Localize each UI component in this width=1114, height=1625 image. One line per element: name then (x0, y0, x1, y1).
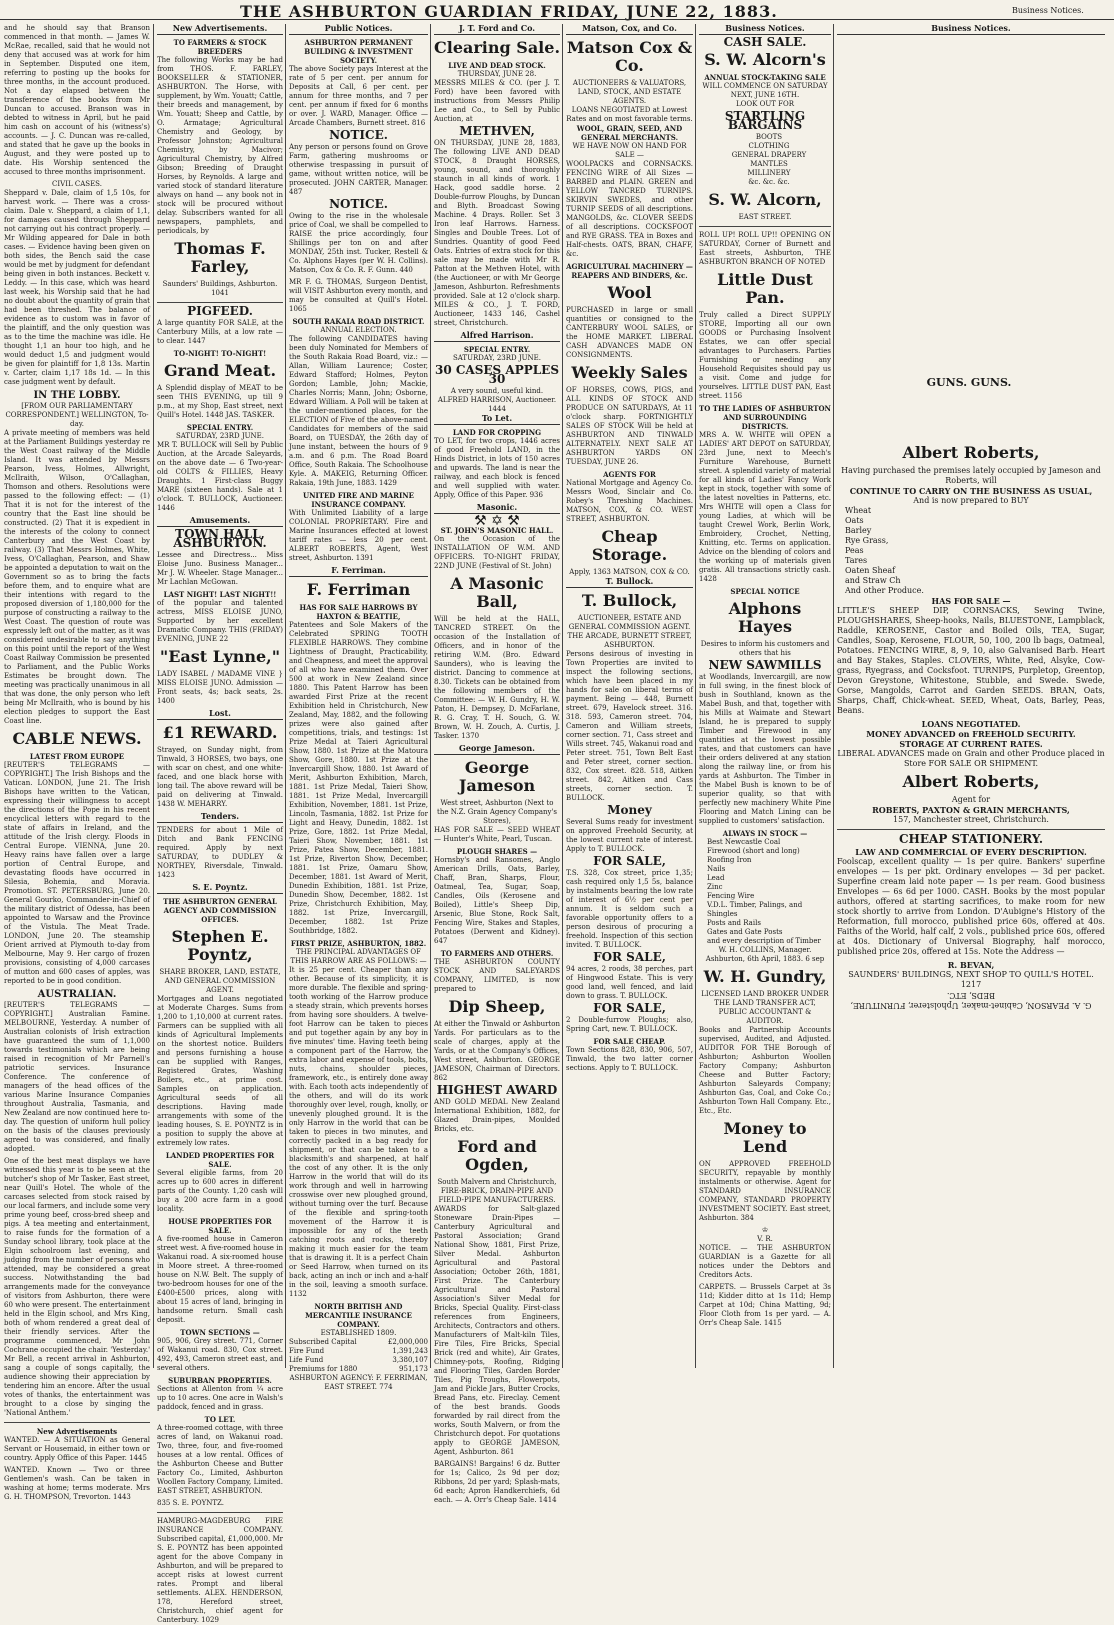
east-lynne-title: "East Lynne," (159, 647, 281, 666)
capital-label: Subscribed Capital (289, 1338, 357, 1346)
highest-award-heading: HIGHEST AWARD (436, 1083, 558, 1097)
ladies-heading: TO THE LADIES OF ASHBURTON AND SURROUNDING DISTRICTS. (699, 404, 831, 431)
alcorn-name: S. W. Alcorn's (704, 50, 826, 69)
bargain-item: CLOTHING (748, 142, 790, 150)
column-divider (153, 24, 154, 1368)
landed-text: Several eligible farms, from 20 acres up to 600 acres in different parts of the County. 1,20 cash will buy a 200 acre farm in a good locality. (157, 1169, 283, 1213)
union-insurance-text: With Unlimited Liability of a large COLONIAL PROPRIETARY. Fire and Marine Insurances effected at lowest tariff rates — less 20 per cent. ALBERT ROBERTS, Agent, West street, Ashburton. 1391 (289, 509, 428, 562)
house-text: A five-roomed house in Cameron street west. A five-roomed house in Wakanui road. A six-roomed house in Moore street. A three-roomed house on N.W. Belt. The supply of two-bedroom houses for one of the £400-£500 prices, along with about 15 acres of land, bringing in handsome return. Small cash deposit. (157, 1235, 283, 1324)
stock-item: Firewood (short and long) (707, 847, 800, 855)
divider (4, 1422, 150, 1423)
hayes-text: Desires to inform his customers and others that his (700, 640, 830, 657)
house-heading: HOUSE PROPERTIES FOR SALE. (168, 1217, 272, 1235)
reward-heading: £1 REWARD. (162, 723, 278, 742)
bargain-item: BOOTS (755, 133, 783, 141)
masonic-bar: Masonic. (434, 503, 560, 514)
reward-text: Strayed, on Sunday night, from Tinwald, 3 HORSES, two bays, one with scar on chest, and one white-faced, and one black horse with long tail. The above reward will be paid on delivering at Tinwald. 1438 W. MEHARRY. (157, 746, 283, 808)
australian-text: [REUTER'S TELEGRAMS — COPYRIGHT.] Australian Famine. MELBOURNE, Yesterday. A number of Australian colonists of Irish extraction have guaranteed the sum of 1,1,000 towards testimonials which are being raised in recognition of Mr Parnell's patriotic services. Insurance Conference. The conference of managers of the head offices of the various Marine Insurance Companies throughout Australia, Tasmania, and New Zealand are now continued here to-day. The question of uniform hull policy on the basis of the clauses previously agreed to was considered, and finally adopted. (4, 1001, 150, 1153)
alcorn-address: EAST STREET. (738, 213, 792, 221)
vr-mark: V. R. (757, 1235, 773, 1243)
masthead-rule (0, 19, 1114, 20)
for-sale-cheap-heading: FOR SALE CHEAP. (593, 1037, 666, 1046)
township-heading: TOWN SECTIONS — (180, 1328, 260, 1337)
grain-item: Tares (845, 556, 868, 565)
column-divider (562, 24, 563, 1368)
stock-item: Best Newcastle Coal (707, 838, 781, 846)
apples-heading: 30 CASES APPLES 30 (434, 363, 559, 386)
dust-pan-text: Truly called a Direct SUPPLY STORE, Importing all our own GOODS or Purchasing Insolvent Estates, we can offer special advantages to Purchasers. Parties Furnishing or needing any Household Requisites should pay us a visit. Come and judge for yourselves. LITTLE DUST PAN, East street. 1156 (699, 311, 831, 400)
pigfeed-heading: PIGFEED. (187, 304, 253, 318)
court-report: and he should say that Branson commenced in that month. — James W. McRae, recalled, said that he would not deny that accused was at work for him in September. Disputed one item, referring to posting up the books for three months, in the account produced. Not a day elapsed between the transference of the books from Mr Duncan to accused. Branson was in debted to witness in April, but he paid him cash on account of his (witness's) accounts. — J. C. Duncan was re-called, and stated that he gave up the books in August, and they were posted up to date. His Worship sentenced the accused to three months imprisonment. (4, 24, 150, 176)
alcorn-name-2: S. W. Alcorn, (708, 190, 822, 209)
special-entry-date: SATURDAY, 23RD JUNE. (452, 354, 542, 362)
poyntz-signature: 835 S. E. POYNTZ. (157, 1499, 224, 1507)
sawmills-heading: NEW SAWMILLS (708, 658, 822, 672)
guns-heading: GUNS. GUNS. (926, 376, 1012, 389)
capital-value: 951,173 (399, 1365, 428, 1373)
building-society-heading: ASHBURTON PERMANENT BUILDING & INVESTMENT SOCIETY. (304, 38, 413, 65)
bullock-name: T. Bullock, (581, 591, 678, 610)
landed-heading: LANDED PROPERTIES FOR SALE. (165, 1151, 275, 1169)
stjohns-text: On the Occasion of the INSTALLATION OF W.M. AND OFFICERS. TO-NIGHT FRIDAY, 22ND JUNE (Festival of St. John) (434, 535, 560, 570)
matson-loans: LOANS NEGOTIATED at Lowest Rates and on most favorable terms. (566, 106, 693, 123)
cable-news-heading: CABLE NEWS. (12, 729, 142, 748)
bevan-address: SAUNDERS' BUILDINGS, NEXT SHOP TO QUILL'S HOTEL. 1217 (848, 970, 1094, 989)
divider (157, 1512, 283, 1513)
capital-value: 3,380,107 (392, 1356, 428, 1364)
roberts-address: 157, Manchester street, Christchurch. (893, 815, 1049, 824)
last-night-text: of the popular and talented actress, MISS ELOISE JUNO, Supported by her excellent Dramatic Company. THIS (FRIDAY) EVENING, JUNE 22 (157, 599, 283, 643)
capital-row (289, 1356, 428, 1365)
roll-up-text: ROLL UP! ROLL UP!! OPENING ON SATURDAY, Corner of Burnett and East streets, Ashburton, THE ASHBURTON BRANCH OF NOTED (699, 231, 831, 266)
poyntz-name: Stephen E. Poyntz, (171, 927, 269, 964)
money-advanced: MONEY ADVANCED on FREEHOLD SECURITY. (866, 729, 1076, 739)
dust-pan-heading: Little Dust Pan. (717, 270, 813, 307)
bargain-items (699, 133, 831, 187)
bargain-item: MILLINERY (747, 169, 791, 177)
pigfeed-text: A large quantity FOR SALE, at the Canterbury Mills, at a low rate — to clear. 1447 (157, 319, 283, 345)
special-entry-heading: SPECIAL ENTRY. (186, 423, 254, 432)
sawmills-text: at Woodlands, Invercargill, are now in full swing, in the finest block of bush in Southland, known as the Mabel Bush, and that, together with his Mills at Waimate and Stewart Island, he is prepared to supply Timber and Firewood in any quantities at the lowest possible rates, and that customers can have their orders delivered at any station along the railway line, or from his yards at Ashburton. The Timber in the Mabel Bush is known to be of superior quality, so that with perfectly new machinery White Pine Flooring and Match Lining can be supplied to customers' satisfaction. (699, 673, 831, 825)
column-divider (833, 24, 834, 1368)
special-entry-text: MR T. BULLOCK will Sell by Public Auction, at the Arcade Saleyards, on the above date — 6 Two-year-old COLTS & FILLIES, Heavy Draughts. 1 First-class Buggy MARE (sixteen hands). Sale at 1 o'clock. T. BULLOCK, Auctioneer. 1446 (157, 441, 283, 512)
on-hand-text: WOOLPACKS and CORNSACKS. FENCING WIRE of All Sizes — BARBED and PLAIN. GREEN and YELLOW TANCRED TURNIPS. SKIRVIN SWEDES, and other TURNIP SEEDS of all descriptions. MANGOLDS, &c. CLOVER SEEDS of all descriptions. COCKSFOOT and RYE GRASS. TEA in Boxes and Half-chests. OATS, BRAN, CHAFF, &c. (566, 160, 693, 258)
for-sale-cheap-text: Town Sections 828, 830, 906, 507, Tinwald, the two latter corner sections. Apply to T. BULLOCK. (566, 1046, 693, 1072)
always-in-stock-heading: ALWAYS IN STOCK — (722, 829, 808, 838)
collins-signature: W. H. COLLINS, Manager. (718, 946, 812, 954)
masthead-section-label: Business Notices. (1012, 6, 1084, 15)
farmers-ad-text: The following Works may be had from THOS. F. FARLEY, BOOKSELLER & STATIONER, ASHBURTON. The Horse, with supplement, by Wm. Youatt; Cattle, their breeds and management, by Wm. Youatt; Sheep and Cattle, by O. Armatage; Agricultural Chemistry and Geology, by Professor Johnston; Agricultural Chemistry, by Macivor; Agricultural Chemistry, by Alfred Gibson; Breeding of Draught Horses, by Reynolds. A large and varied stock of standard literature always on hand — any book not in stock will be procured without delay. Subscribers wanted for all newspapers, pamphlets, and periodicals, by (157, 56, 283, 235)
wool-heading: Wool (607, 283, 652, 302)
column-3 (289, 23, 428, 1391)
livestock-heading: LIVE AND DEAD STOCK. (448, 61, 546, 70)
grain-item: Oats (845, 516, 864, 525)
tenders-text: TENDERS for about 1 Mile of Ditch and Bank FENCING required. Apply by next SATURDAY, to DUDLEY & NORTHEY, Riversdale, Tinwald. 1423 (157, 826, 283, 879)
local-news-text: One of the best meat displays we have witnessed this year is to be seen at the butcher's shop of Mr Tasker, East street, near Quill's Hotel. The whole of the carcases selected from stock raised by our local farmers, and include some very prime young beef, cross-bred sheep and pigs. A tea meeting and entertainment, to raise funds for the formation of a Sunday school library, took place at the Elgin schoolroom last evening, and judging from the number of persons who attended, may be considered a great success. Notwithstanding the bad arrangements made for the conveyance of visitors from Ashburton, there were 60 who were present. The entertainment held in the Elgin school, and Mrs King, both of whom rendered a great deal of their friendly services. After the programme commenced, Mr John Cochrane occupied the chair. 'Yesterday.' Mr Bell, a recent arrival in Ashburton, sang a couple of songs capitally, the audience showing their appreciation by tendering him an encore. After the usual votes of thanks, the entertainment was brought to a close by singing the 'National Anthem.' (4, 1157, 150, 1417)
column-divider (285, 24, 286, 1368)
capital-row (289, 1365, 428, 1374)
column-heading: Matson, Cox, and Co. (566, 24, 693, 35)
tolet-heading: TO LET. (204, 1415, 236, 1424)
cash-sale-heading: CASH SALE. (723, 35, 807, 49)
divider (837, 829, 1105, 830)
apples-text: A very sound, useful kind. (450, 387, 544, 395)
poyntz-subtitle: SHARE BROKER, LAND, ESTATE, AND GENERAL COMMISSION AGENT. (159, 968, 281, 994)
capital-value: 1,391,243 (392, 1347, 428, 1355)
poyntz-text: Mortgages and Loans negotiated at Moderate Charges. Sums from 1,200 to 1,10,000 at current rates. Farmers can be supplied with all kinds of Agricultural Implements on the shortest notice. Builders and persons furnishing a house can be supplied with Ranges, Registered Grates, Washing Boilers, etc., at prime cost. Samples on application. Agricultural seeds of all descriptions. Having made arrangements with some of the leading houses, S. E. POYNTZ is in a position to supply the above at extremely low rates. (157, 995, 283, 1147)
ferriman-name: F. Ferriman (306, 580, 411, 599)
weekly-sales-text: OF HORSES, COWS, PIGS, and ALL KINDS OF STOCK AND PRODUCE ON SATURDAYS, At 11 o'clock sharp. FORTNIGHTLY SALES OF STOCK Will be held at ASHBURTON AND TINWALD ALTERNATELY. NEXT SALE AT ASHBURTON YARDS ON TUESDAY, JUNE 26. (566, 386, 693, 466)
tolet-bar: To Let. (434, 414, 560, 425)
column-4 (434, 23, 561, 1504)
cable-news-text: [REUTER'S TELEGRAMS — COPYRIGHT.] The Irish Bishops and the Vatican. LONDON, June 21. The Irish Bishops have written to the Vatican, expressing their willingness to accept the directions of the Pope in his recent encyclical letters with regard to the state of affairs in Ireland, and the attitude of the Irish clergy. Floods in Central Europe. VIENNA, June 20. Heavy rains have fallen over a large portion of Central Europe, and devastating floods have occurred in Silesia, Bohemia, and Moravia. Promotion. ST. PETERSBURG, June 20. General Gourko, Commander-in-Chief of the military district of Odessa, has been appointed to Warsaw and the Province of the Vistula. The Meat Trade. LONDON, June 20. The steamship Orient arrived at Plymouth to-day from Melbourne, May 9. Her cargo of frozen provisions, consisting of 4,000 carcases of mutton and 600 cases of apples, was reported to be in good condition. (4, 761, 150, 985)
masonic-compass-icon: ⚒ ✡ ⚒ (474, 513, 520, 529)
for-sale-heading: FOR SALE, (593, 1001, 666, 1015)
plough-text: Hornsby's and Ransomes, Anglo American Drills, Oats, Barley, Chaff, Bran, Sharps, Flour, Oatmeal, Tea, Sugar, Soap, Candles, Oils (Kerosene and Boiled), Little's Sheep Dip, Arsenic, Blue Stone, Rock Salt, Fencing Wire, Stakes and Staples, Potatoes (Derwent and Kidney). 647 (434, 856, 560, 945)
grain-item: Wheat (845, 506, 872, 515)
albert-roberts-name-2: Albert Roberts, (902, 772, 1040, 791)
methven-intro: MESSRS MILES & CO. (per J. T. Ford) have been favored with instructions from Messrs Philip Lee and Co., to Sell by Public Auction, at (434, 79, 560, 123)
stock-item: and every description of Timber (707, 937, 821, 945)
for-sale-text: 94 acres, 2 roods, 38 perches, part of Hingwood Estate. This is very good land, well fenced, and laid down to grass. T. BULLOCK. (566, 965, 693, 1000)
dentist-notice: MR F. G. THOMAS, Surgeon Dentist, will VISIT Ashburton every month, and may be consulted at Quill's Hotel. 1065 (289, 278, 428, 313)
stock-item: V.D.L. Timber, Palings, and Shingles (707, 901, 803, 918)
capital-table (289, 1338, 428, 1374)
hayes-name: Alphons Hayes (728, 599, 802, 636)
agents-heading: AGENTS FOR (603, 470, 656, 479)
bevan-name: R. BEVAN, (947, 960, 995, 970)
grain-item: and Straw Ch (845, 576, 901, 585)
lobby-text: A private meeting of members was held at the Parliament Buildings yesterday re the West Coast railway of the Middle Island. It was attended by Messrs Pearson, Ivess, Holmes, Allwright, McIlraith, Wilson, O'Callaghan, Thomson and others. Resolutions were passed to the following effect: — (1) That it is not for the interest of the country that the East line should be constructed. (2) That it is expedient in the interests of the colony to connect Canterbury and the West Coast by railway. (3) That Messrs Holmes, White, Ivess, O'Callaghan, Pearson, and Shaw be appointed a deputation to wait on the Government so as to bring the facts before them, and to enquire what are their intentions with regard to the proposed diversion of 1,180,000 for the purpose of constructing a railway to the West Coast. The question of route was expressly left out of the matter, as it was considered undesirable to say anything on this point until the report of the West Coast Railway Commission be presented to Parliament, and the Public Works Estimates be brought down. The meeting was practically unanimous in all that was done, the only person who left being Mr McIlraith, who is bound by his election pledges to support the East Coast line. (4, 429, 150, 725)
wanted-ad: WANTED. Known — Two or three Gentlemen's wash. Can be taken in washing at home; terms moderate. Mrs G. H. THOMPSON, Trevorton. 1443 (4, 1466, 150, 1501)
cable-news-subheading: LATEST FROM EUROPE (29, 752, 125, 761)
guns-ad (834, 370, 1104, 395)
notice-text: Any person or persons found on Grove Farm, gathering mushrooms or otherwise trespassing in pursuit of game, without written notice, will be prosecuted. JOHN CARTER, Manager. 487 (289, 143, 428, 196)
jameson-sale: HAS FOR SALE — SEED WHEAT — Hunter's White, Pearl, Tuscan. (434, 826, 560, 843)
union-insurance-heading: UNITED FIRE AND MARINE INSURANCE COMPANY. (302, 491, 414, 509)
grain-item: Barley (845, 526, 872, 535)
harrows-text: Patentees and Sole Makers of the Celebrated SPRING TOOTH FLEXIBLE HARROWS. They combine Lightness of Draught, Practicability, and Cheapness, and meet the approval of all who have examined them. Over 500 at work in New Zealand since 1880. This Patent Harrow has been awarded First Prize at the recent Exhibition held in Christchurch, New Zealand, May, 1882, and the following prizes were also gained after competitions, trials, and testings: 1st Prize Medal at Taieri Agricultural Show, 1880. 1st Prize at the Matoura Show, Gore, 1880. 1st Prize at the Invercargill Show, 1880. 1st Award of Merit, Ashburton Exhibition, March, 1881. 1st Prize Medal, Taieri Show, 1881. 1st Prize Medal, Invercargill Exhibition, November, 1881. 1st Prize, Lincoln, Tasmania, 1882. 1st Prize for Light and Heavy, Dunedin, 1882. 1st Prize, Gore, 1882. 1st Prize Medal, Taieri Show, November, 1881. 1st Prize, Patea Show, December, 1881. 1st Prize, Riverton Show, December, 1881. 1st Prize, Oamaru Show, December, 1881. 1st Award of Merit, Dunedin Exhibition, 1881. 1st Prize, Dunedin Show, December, 1882. 1st Prize, Christchurch Exhibition, May, 1882. 1st Prize, Invercargill, December, 1882. 1st Prize Southbridge, 1882. (289, 621, 428, 935)
loans-heading: LOANS NEGOTIATED. (921, 719, 1021, 729)
gundry-subtitle: LICENSED LAND BROKER UNDER THE LAND TRANSFER ACT, PUBLIC ACCOUNTANT & AUDITOR. (701, 990, 829, 1025)
capital-row (289, 1338, 428, 1347)
civil-cases-text: Sheppard v. Dale, claim of 1,5 10s, for harvest work. — There was a cross-claim. Dale v. Sheppard, a claim of 1,1, for damages caused through Sheppard not carrying out his contract properly. — Mr Wilding appeared for Dale in both cases. — Evidence having been given on both sides, the Bench said the case would be met by judgment for defendant being given in both instances. Beckett v. Leddy. — In this case, which was heard last week, his Worship said that he had no doubt about the quantity of grain that had been threshed. The balance of evidence as to custom was in favor of the plaintiff, and the only question was as to the time the machine was idle. He thought 1,1 an hour too high, and he would deduct 1,5 and judgment would be given for plaintiff for 1,8 13s. Martin v. Carter, claim 1,17 18s 1d. — In this case judgment went by default. (4, 189, 150, 386)
notice-text: Owing to the rise in the wholesale price of Coal, we shall be compelled to RAISE the price accordingly, four Shillings per ton on and after MONDAY, 25th inst. Tucker, Restell & Co. Alphons Hayes (per W. H. Collins). Matson, Cox & Co. R. F. Gunn. 440 (289, 212, 428, 274)
amusements-bar: Amusements. (157, 516, 283, 527)
farley-address: Saunders' Buildings, Ashburton. 1041 (162, 280, 278, 297)
notice-heading: NOTICE. (329, 197, 388, 211)
advantages-heading: THE PRINCIPAL ADVANTAGES OF THIS HARROW ARE AS FOLLOWS: — (290, 948, 427, 965)
capital-value: £2,000,000 (387, 1338, 428, 1346)
rakaia-heading: SOUTH RAKAIA ROAD DISTRICT. (292, 317, 425, 326)
money-heading: Money (607, 803, 652, 817)
dip-sheep-heading: Dip Sheep, (448, 997, 546, 1016)
matson-name: Matson Cox & Co. (566, 38, 693, 75)
column-5 (566, 24, 693, 1368)
cropping-heading: LAND FOR CROPPING (452, 428, 542, 437)
column-divider (695, 24, 696, 1368)
stock-item: Lead (707, 874, 725, 882)
column-divider (430, 24, 431, 1368)
column-heading: New Advertisements. (157, 24, 283, 35)
sale-items-text: LITTLE'S SHEEP DIP, CORNSACKS, Sewing Twine, PLOUGHSHARES, Sheep-hooks, Nails, BLUESTONE, Lampblack, Raddle, KEROSENE, Castor and Boiled Oils, TEA, Sugar, Candles, Soap, Kerosene, FLOUR, 50, 100, 200 lb bags, Oatmeal, Potatoes. FENCING WIRE, 8, 9, 10, also Galvanised Barb. Heart and Bay Stakes, Staples. CLOVERS, White, Red, Alsyke, Cow-grass, Ryegrass, and Cocksfoot. TURNIPS, Purpletop, Greentop, Devon Greystone, Whitestone, Stubble, and Swede. Swede, Gorse, Mangolds, Carrot and Garden SEEDS. BRAN, Oats, Sharps, Chaff, Chick-wheat. SEED, Wheat, Oats, Barley, Peas, Beans. (837, 606, 1105, 715)
column-heading: J. T. Ford and Co. (434, 24, 560, 35)
jameson-subtitle: West street, Ashburton (Next to the N.Z. Grain Agency Company's Stores), (437, 799, 557, 825)
stock-item: Zinc (707, 883, 723, 891)
stock-items (699, 838, 831, 946)
stock-item: Roofing Iron (707, 856, 752, 864)
upside-down-ad: G. A. PEARSON, Cabinet-maker, Upholsterer, FURNITURE, BEDS, ETC. (850, 991, 1092, 1010)
grain-list (837, 506, 1105, 596)
divider (699, 226, 831, 227)
harrison-name: ALFRED HARRISON, Auctioneer. 1444 (437, 396, 557, 413)
divider (157, 302, 283, 303)
notice-heading: NOTICE. (329, 128, 388, 142)
liberal-advances: LIBERAL ADVANCES made on Grain and other Produce placed in Store FOR SALE OR SHIPMENT. (837, 749, 1105, 768)
town-hall-text: Lessee and Directress... Miss Eloise Juno. Business Manager... Mr J. W. Wheeler. Stage Manager... Mr Lachlan McGowan. (157, 551, 283, 586)
farmers-ad-heading: TO FARMERS & STOCK BREEDERS (173, 38, 267, 56)
bargain-item: &c. &c. &c. (748, 178, 790, 186)
suburban-heading: SUBURBAN PROPERTIES. (168, 1376, 272, 1385)
masonic-ball-text: Will be held at the HALL, TANCRED STREET. On the occasion of the Installation of Officers, and in honor of the retiring W.M. (Bro. Edward Saunders), who is leaving the district. Dancing to commence at 8.30. Tickets can be obtained from the following members of the Committee: — W. H. Gundry, H. W. Paton, H. Dempsey, D. McFarlane, R. G. Cray, T. H. Souch, G. W. Brown, W. H. Zouch, A. Curtis, J. Tasker. 1370 (434, 615, 560, 740)
column-6 (699, 24, 831, 1368)
lobby-subheading: [FROM OUR PARLIAMENTARY CORRESPONDENT.] WELLINGTON, To-day. (5, 402, 149, 428)
agents-text: National Mortgage and Agency Co. Messrs Wood, Sinclair and Co. Robey's Threshing Machines. MATSON, COX, & CO. WEST STREET, ASHBURTON. (566, 479, 693, 523)
wanted-ad: WANTED. — A SITUATION as General Servant or Housemaid, in either town or country. Apply Office of this Paper. 1445 (4, 1436, 150, 1462)
capital-label: Life Fund (289, 1356, 324, 1364)
for-sale-heading: FOR SALE, (593, 950, 666, 964)
bargain-item: MANTLES (750, 160, 788, 168)
farmers-heading: TO FARMERS AND OTHERS. (440, 949, 554, 958)
cheap-stationery-heading: CHEAP STATIONERY. (898, 832, 1044, 846)
money-to-lend-text: ON APPROVED FREEHOLD SECURITY, repayable by monthly instalments or otherwise. Agent for STANDARD INSURANCE COMPANY, STANDARD PROPERTY INVESTMENT SOCIETY. East street, Ashburton. 384 (699, 1160, 831, 1222)
advantages-text: It is 25 per cent. Cheaper than any other. Because of its simplicity, it is more durable. The flexible and spring-tooth working of the Harrow produce a steady strain, which prevents horses from having sore shoulders. A twelve-foot Harrow can be taken to pieces and put together again by any boy in five minutes' time. Having teeth being a component part of the Harrow, the extra labor and expense of tools, bolts, nuts, chains, shoulder pieces, framework, etc., is entirely done away with. Each tooth acts independently of the others, and will do its work thoroughly over level, rough, knolly, or unevenly ploughed ground. It is the only Harrow in the world that can be taken to pieces in two minutes, and correctly packed in a bag ready for shipment, or that can be taken to a blacksmith's and sharpened, at half the cost of any other. It is the only Harrow in the world that will do its work through and well in harrowing crosswise over new ploughed ground, without turning over the turf. Because of the flexible and spring-tooth movement of the Harrow it is impossible for any of the teeth catching roots and rocks, thereby making it much easier for the team that is drawing it. It is a perfect Chain or Seed Harrow, when turned on its back, acting an inch or inch and a-half in the soil, leaving a smooth surface. 1132 (289, 966, 428, 1298)
suburban-text: Sections at Allenton from ¼ acre up to 10 acres. One acre in Walsh's paddock, fenced and in grass. (157, 1385, 283, 1411)
capital-label: Premiums for 1880 (289, 1365, 358, 1373)
ladies-text: MRS A. W. WHITE will OPEN a LADIES' ART DEPOT on SATURDAY, 23rd June, next to Meech's Furniture Warehouse, Burnett street. A splendid variety of material for all kinds of Ladies' Fancy Work kept in stock, together with some of the latest novelties in Patterns, etc. Mrs WHITE will open a Class for young Ladies, at which will be taught Crewel Work, Berlin Work, Embroidery, Crochet, Netting, Knitting, etc. Terms on application. Advice on the blending of colors and the working up of materials given gratis. All transactions strictly cash. 1428 (699, 431, 831, 583)
stock-item: Nails (707, 865, 726, 873)
for-sale-heading: FOR SALE, (593, 854, 666, 868)
albert-text-1: Having purchased the premises lately occupied by Jameson and Roberts, will (841, 466, 1101, 485)
on-hand-heading: WE HAVE NOW ON HAND FOR SALE — (572, 142, 687, 159)
thursday-date: THURSDAY, JUNE 28. (457, 70, 537, 78)
tonight-heading: TO-NIGHT! TO-NIGHT! (173, 349, 267, 358)
stock-item: Gates and Gate Posts (707, 928, 783, 936)
cheap-storage-heading: Cheap Storage. (591, 527, 668, 564)
north-british-heading: NORTH BRITISH AND MERCANTILE INSURANCE COMPANY. (305, 1302, 412, 1329)
special-entry-date: SATURDAY, 23RD JUNE. (175, 432, 265, 440)
jameson-bar: George Jameson. (434, 744, 560, 755)
bargains-text: BARGAINS! Bargains! 6 dz. Butter for 1s; Calico, 2s 9d per doz; Ribbons, 2d per yard; Splash-mats, 6d each; Apron Handkerchiefs, 6d each. — A. Orr's Cheap Sale. 1414 (434, 1460, 560, 1504)
jameson-name: George Jameson (458, 758, 536, 795)
east-lynne-cast: LADY ISABEL / MADAME VINE } MISS ELOISE JUNO. Admission — Front seats, 4s; back seats, 2s. 1400 (157, 670, 283, 705)
roberts-block (837, 440, 1105, 1368)
capital-label: Fire Fund (289, 1347, 325, 1355)
stjohns-heading: ST. JOHN'S MASONIC HALL. (440, 526, 554, 535)
north-british-established: ESTABLISHED 1809. (320, 1329, 397, 1337)
capital-row (289, 1347, 428, 1356)
money-to-lend-heading: Money to Lend (723, 1119, 807, 1156)
tenders-bar: Tenders. (157, 812, 283, 823)
general-agency-heading: THE ASHBURTON GENERAL AGENCY AND COMMISSION OFFICES. (163, 897, 277, 924)
town-hall-heading: TOWN HALL, ASHBURTON. (173, 527, 267, 550)
farley-name: Thomas F. Farley, (174, 239, 266, 276)
building-society-text: The above Society pays Interest at the rate of 5 per cent. per annum for Deposits at Call, 6 per cent. per annum for three months, and 7 per cent. per annum if fixed for 6 months or over. J. WARD, Manager. Office — Arcade Chambers, Burnett street. 816 (289, 65, 428, 127)
ford-ogden-text: AWARDS for Salt-glazed Stoneware Drain-Pipes — Canterbury Agricultural and Pastoral Association; Grand National Show, 1881, First Prize, Silver Medal. Ashburton Agricultural and Pastoral Association; October 26th, 1881, First Prize. The Canterbury Agricultural and Pastoral Association's Silver Medal for Bricks, Special Quality. First-class references from Engineers, Architects, Contractors and others. Manufacturers of Malt-kiln Tiles, Fire Tiles, Fire Bricks, Special Brick (red and white), Air Grates, Chimney-pots, Roofing, Ridging and Flooring Tiles, Garden Border Tiles, Pig Troughs, Flowerpots, Jam and Pickle Jars, Butter Crocks, Bread Pans, etc. Fireclay. Cement of the best brands. Goods forwarded by rail direct from the works, South Malvern, or from the Christchurch depot. For quotations apply to GEORGE JAMESON, Agent, Ashburton. 861 (434, 1205, 560, 1456)
highest-award-text: AND GOLD MEDAL New Zealand International Exhibition, 1882, for Glazed Drain-pipes, Moulded Bricks, etc. (434, 1098, 560, 1133)
column-heading: Business Notices. (837, 24, 1105, 35)
law-commercial: LAW AND COMMERCIAL OF EVERY DESCRIPTION. (855, 847, 1087, 857)
bullock-bar: T. Bullock. (566, 577, 693, 588)
grain-item: And other Produce. (845, 586, 924, 595)
has-for-sale-heading: HAS FOR SALE — (931, 596, 1011, 606)
cropping-text: TO LET, for two crops, 1446 acres of good Freehold LAND, in the Hinds District, in lots of 150 acres and upwards. The land is near the railway, and each block is fenced and well supplied with water. Apply, Office of this Paper. 936 (434, 437, 560, 499)
dip-sheep-text: At either the Tinwald or Ashburton Yards. For particulars as to the scale of charges, apply at the Yards, or at the Company's Offices, West street, Ashburton. GEORGE JAMESON, Chairman of Directors. 862 (434, 1020, 560, 1082)
carpets-text: CARPETS. — Brussels Carpet at 3s 11d; Kidder ditto at 1s 11d; Hemp Carpet at 10d; China Matting, 9d; Floor Cloth from 1s per yard. — A. Orr's Cheap Sale. 1415 (699, 1283, 831, 1327)
methven-text: ON THURSDAY, JUNE 28, 1883, The following LIVE AND DEAD STOCK, 8 Draught HORSES, young, sound, and thoroughly staunch in all kinds of work. 1 Hack, good saddle horse. 2 Double-furrow Ploughs, by Duncan and Blyth. Broadcast Sowing Machine. 4 Drays. Roller. Set 3 Iron leaf Harrows. Harness. Singles and Double Trees. Lot of Sundries. Quantity of good Feed Oats. Entries of extra stock for this sale may be made with Mr R. Patton at the Methven Hotel, with (the Auctioneer, or with Mr George Jameson, Ashburton. Refreshments provided. Sale at 12 o'clock sharp. MILES & CO., J. T. FORD, Auctioneer, 1433 146, Cashel street, Christchurch. (434, 139, 560, 327)
lobby-heading: IN THE LOBBY. (33, 390, 121, 401)
matson-subtitle: AUCTIONEERS & VALUATORS, LAND, STOCK, AND ESTATE AGENTS. (572, 79, 687, 105)
for-sale-text: T.S. 328, Cox street, price 1,35; cash required only 1,5 5s, balance by instalments bearing the low rate of interest of 6½ per cent per annum. It is seldom such a favorable opportunity offers to a person desirous of procuring a freehold. Inspection of this section invited. T. BULLOCK. (566, 869, 693, 949)
stationery-text: Foolscap, excellent quality — 1s per quire. Bankers' superfine envelopes — 1s per pkt. Ordinary envelopes — 3d per packet. Superfine cream laid note paper — 1s per ream. Good business Envelopes — 6s 6d per 1000. CASH. Books by the most popular authors, offered at starting sacrifices, to make room for new stock shortly to arrive from London. D'Aubigne's History of the Reformation, full morocco, published price 60s, offered at 40s. Faiths of the World, half calf, 2 vols., published price 60s, offered at 40s. Dictionary of Universal Biography, half morocco, published price 20s, offered at 15s. Note the Address — (837, 857, 1105, 956)
commence-date: WILL COMMENCE ON SATURDAY NEXT, JUNE 16TH. (702, 82, 828, 99)
rakaia-text: The following CANDIDATES having been duly Nominated for Members of the South Rakaia Road Board, viz.: — Allan, William Laurence; Coster, Edward Stafford; Holmes, Peyton Gordon; Lamble, John; Mackie, Charles Norris; Mann, John; Osborne, Edward William. A Poll will be taken at the under-mentioned places, for the ELECTION of Five of the above-named Candidates for members of the said Board, on TUESDAY, the 26th day of June instant, between the hours of 9 a.m. and 6 p.m. The Road Board Office, South Rakaia. The Schoolhouse Kyle. A. MAKEIG, Returning Officer. Rakaia, 19th June, 1883. 1429 (289, 335, 428, 487)
harrison-bar: Alfred Harrison. (434, 331, 560, 342)
ferriman-bar: F. Ferriman. (289, 566, 428, 577)
special-entry-heading: SPECIAL ENTRY. (463, 345, 531, 354)
methven-heading: METHVEN, (459, 124, 535, 138)
albert-roberts-name: Albert Roberts, (902, 443, 1040, 462)
agent-for: Agent for (951, 795, 991, 804)
albert-text-2: CONTINUE TO CARRY ON THE BUSINESS AS USUAL, (849, 486, 1093, 496)
crown-icon: ♔ (761, 1226, 769, 1234)
look-out: LOOK OUT FOR (736, 100, 794, 108)
grand-meat-heading: Grand Meat. (163, 361, 277, 380)
special-notice-heading: SPECIAL NOTICE (730, 587, 800, 596)
newspaper-title: THE ASHBURTON GUARDIAN FRIDAY, JUNE 22, 1883. (240, 2, 778, 21)
agri-machinery-heading: AGRICULTURAL MACHINERY — REAPERS AND BINDERS, &c. (566, 262, 693, 280)
wool-grain-heading: WOOL, GRAIN, SEED, AND GENERAL MERCHANTS. (576, 124, 683, 142)
rakaia-subheading: ANNUAL ELECTION. (320, 326, 397, 334)
masonic-ball-heading: A Masonic Ball, (450, 574, 544, 611)
hamburg-text: HAMBURG-MAGDEBURG FIRE INSURANCE COMPANY. Subscribed capital, £1,000,000. Mr S. E. POYNTZ has been appointed agent for the above Company in Ashburton, and will be prepared to accept risks at lowest current rates. Prompt and liberal settlements. ALEX. HENDERSON, 178, Hereford street, Christchurch, chief agent for Canterbury. 1029 (157, 1517, 283, 1624)
annual-sale-heading: ANNUAL STOCK-TAKING SALE (704, 73, 826, 82)
grain-item: Rye Grass, (845, 536, 889, 545)
township-text: 905, 906, Grey street. 771, Corner of Wakanui road. 830, Cox street. 492, 493, Cameron street east, and several others. (157, 1337, 283, 1372)
harrows-heading: HAS FOR SALE HARROWS BY HAXTON & BEATTIE, (299, 603, 418, 621)
grain-item: Peas (845, 546, 864, 555)
stock-item: Posts and Rails (707, 919, 761, 927)
plough-heading: PLOUGH SHARES — (456, 847, 538, 856)
roberts-paxton: ROBERTS, PAXTON & GRAIN MERCHANTS, (872, 805, 1070, 815)
meat-text: A Splendid display of MEAT to be seen THIS EVENING, up till 9 p.m., at my Shop, East street, next Quill's Hotel. 1448 JAS. TASKER. (157, 384, 283, 419)
gundry-name: W. H. Gundry, (703, 967, 827, 986)
lost-bar: Lost. (157, 709, 283, 720)
wool-text: PURCHASED in large or small quantities or consigned to the CANTERBURY WOOL SALES, or the HOME MARKET. LIBERAL CASH ADVANCES MADE ON CONSIGNMENTS. (566, 306, 693, 359)
gazette-notice: NOTICE. — THE ASHBURTON GUARDIAN is a Gazette for all notices under the Debtors and Creditors Acts. (699, 1244, 831, 1279)
stock-item: Fencing Wire (707, 892, 755, 900)
storage-rates: STORAGE AT CURRENT RATES. (899, 739, 1043, 749)
gundry-text: Books and Partnership Accounts supervised, Audited, and Adjusted. AUDITOR FOR THE Borough of Ashburton; Ashburton Woollen Factory Company; Ashburton Cheese and Butter Factory; Ashburton Saleyards Company; Ashburton Gas, Coal, and Coke Co.; Ashburton Town Hall Company. Etc., Etc., Etc. (699, 1026, 831, 1115)
grain-item: Oaten Sheaf (845, 566, 896, 575)
weekly-sales-heading: Weekly Sales (571, 363, 688, 382)
australian-heading: AUSTRALIAN. (37, 989, 117, 1000)
masthead (0, 0, 1114, 22)
last-night-heading: LAST NIGHT! LAST NIGHT!! (163, 590, 277, 599)
column-1 (4, 24, 150, 1501)
collins-date: Ashburton, 6th April, 1883. 6 sep (705, 955, 825, 963)
column-heading: Public Notices. (289, 24, 428, 35)
ford-ogden-name: Ford and Ogden, (457, 1137, 537, 1174)
bargain-item: GENERAL DRAPERY (731, 151, 807, 159)
startling-bargains: STARTLING BARGAINS (724, 109, 806, 132)
column-2 (157, 23, 283, 1624)
for-sale-text: 2 Double-furrow Ploughs; also, Spring Cart, new. T. BULLOCK. (566, 1016, 693, 1033)
albert-text-3: And is now prepared to BUY (913, 496, 1029, 505)
tolet-text: A three-roomed cottage, with three acres of land, on Wakanui road. Two, three, four, and five-roomed houses at a low rental. Offices of the Ashburton Cheese and Butter Factory Co., Limited, Ashburton Woollen Factory Company, Limited. EAST STREET, ASHBURTON. (157, 1424, 283, 1495)
new-ads-heading: New Advertisements (36, 1427, 118, 1436)
bullock-text: Persons desirous of investing in Town Properties are invited to inspect the following sections, which have been placed in my hands for sale on liberal terms of payment. Being — 448, Burnett street. 679, Havelock street. 316. 318. 593, Cameron street. 704, Cameron and William streets, corner section. 71, Cass street and Wills street. 745, Wakanui road and Peter street. 751, Town Belt East and Peter street, corner section. 832, Cox street. 828. 518, Aitken street. 842, Aitken and Cass streets, corner section. T. BULLOCK. (566, 650, 693, 802)
ford-ogden-subtitle: South Malvern and Christchurch, FIRE-BRICK, DRAIN-PIPE AND FIELD-PIPE MANUFACTURERS. (437, 1178, 557, 1204)
civil-cases-heading: CIVIL CASES. (52, 180, 102, 188)
bullock-subtitle: AUCTIONEER, ESTATE AND GENERAL COMMISSION AGENT. THE ARCADE, BURNETT STREET, ASHBURTON. (567, 614, 692, 649)
agency-text: ASHBURTON AGENCY: F. FERRIMAN, EAST STREET. 774 (289, 1374, 428, 1391)
column-heading: Business Notices. (699, 24, 831, 35)
clearing-sale-heading: Clearing Sale. (434, 38, 561, 57)
money-text: Several Sums ready for investment on approved Freehold Security, at the lowest current rate of interest. Apply to T. BULLOCK. (566, 818, 693, 853)
cheap-storage-text: Apply, 1363 MATSON, COX & CO. (569, 568, 690, 576)
farmers-text: THE ASHBURTON COUNTY STOCK AND SALEYARDS COMPANY, LIMITED, is now prepared to (434, 958, 560, 993)
first-prize: FIRST PRIZE, ASHBURTON, 1882. (290, 939, 427, 948)
poyntz-bar: S. E. Poyntz. (157, 883, 283, 894)
